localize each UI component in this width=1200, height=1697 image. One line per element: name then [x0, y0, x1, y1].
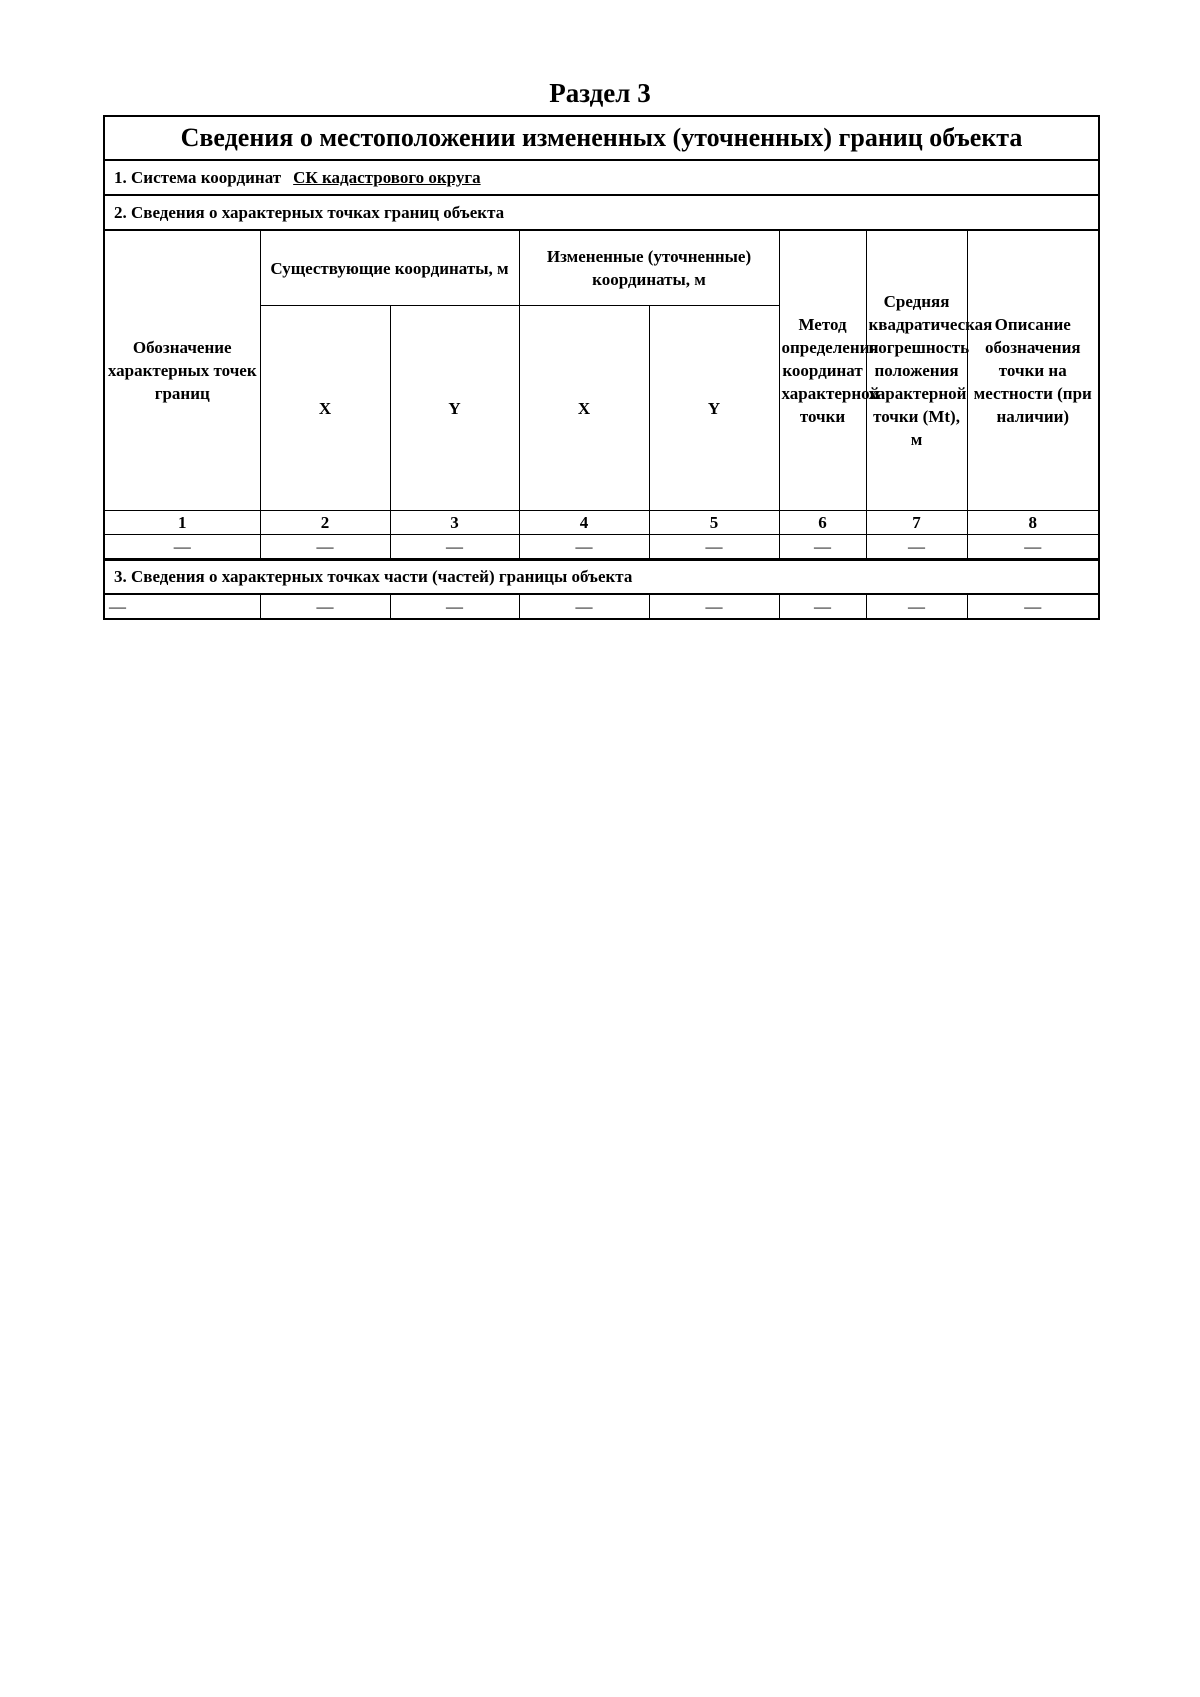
main-title: Сведения о местоположении измененных (уточненных) границ объекта — [105, 117, 1098, 161]
points-table — [105, 231, 1098, 559]
table-cell: — — [390, 595, 519, 618]
column-number-row — [105, 511, 1098, 535]
table-cell: — — [519, 595, 649, 618]
column-number: 2 — [260, 511, 390, 535]
table-row — [105, 595, 1098, 618]
coordinate-system-value: СК кадастрового округа — [293, 167, 481, 187]
column-number: 8 — [967, 511, 1098, 535]
column-number: 7 — [866, 511, 967, 535]
section-title: Раздел 3 — [549, 78, 651, 108]
table-cell: — — [779, 535, 866, 559]
parts-section-title: 3. Сведения о характерных точках части (частей) границы объекта — [105, 559, 1098, 595]
column-number: 1 — [105, 511, 260, 535]
header-row-1 — [105, 231, 1098, 306]
parts-table — [105, 595, 1098, 618]
header-changed-x: X — [519, 306, 649, 511]
table-cell: — — [649, 595, 779, 618]
header-changed-y: Y — [649, 306, 779, 511]
table-cell: — — [519, 535, 649, 559]
header-description: Описание обозначения точки на местности (при наличии) — [967, 231, 1098, 511]
header-existing: Существующие координаты, м — [260, 231, 519, 306]
table-cell: — — [260, 595, 390, 618]
boundary-table — [103, 115, 1100, 620]
table-cell: — — [866, 535, 967, 559]
coordinate-system-row — [105, 161, 1098, 196]
table-cell: — — [967, 535, 1098, 559]
table-cell: — — [260, 535, 390, 559]
header-existing-x: X — [260, 306, 390, 511]
table-row — [105, 535, 1098, 559]
points-section-title: 2. Сведения о характерных точках границ объекта — [105, 196, 1098, 231]
column-number: 5 — [649, 511, 779, 535]
header-error: Средняя квадратическая погрешность положения характерной точки (Mt), м — [866, 231, 967, 511]
header-changed: Измененные (уточненные) координаты, м — [519, 231, 779, 306]
header-method: Метод определения координат характерной точки — [779, 231, 866, 511]
table-cell: — — [105, 535, 260, 559]
table-cell: — — [649, 535, 779, 559]
column-number: 6 — [779, 511, 866, 535]
column-number: 3 — [390, 511, 519, 535]
column-number: 4 — [519, 511, 649, 535]
coordinate-system-label: 1. Система координат — [114, 167, 282, 187]
table-cell: — — [967, 595, 1098, 618]
table-cell: — — [390, 535, 519, 559]
table-cell: — — [779, 595, 866, 618]
table-cell: — — [866, 595, 967, 618]
table-cell: — — [105, 595, 260, 618]
header-existing-y: Y — [390, 306, 519, 511]
header-designation: Обозначение характерных точек границ — [105, 231, 260, 511]
